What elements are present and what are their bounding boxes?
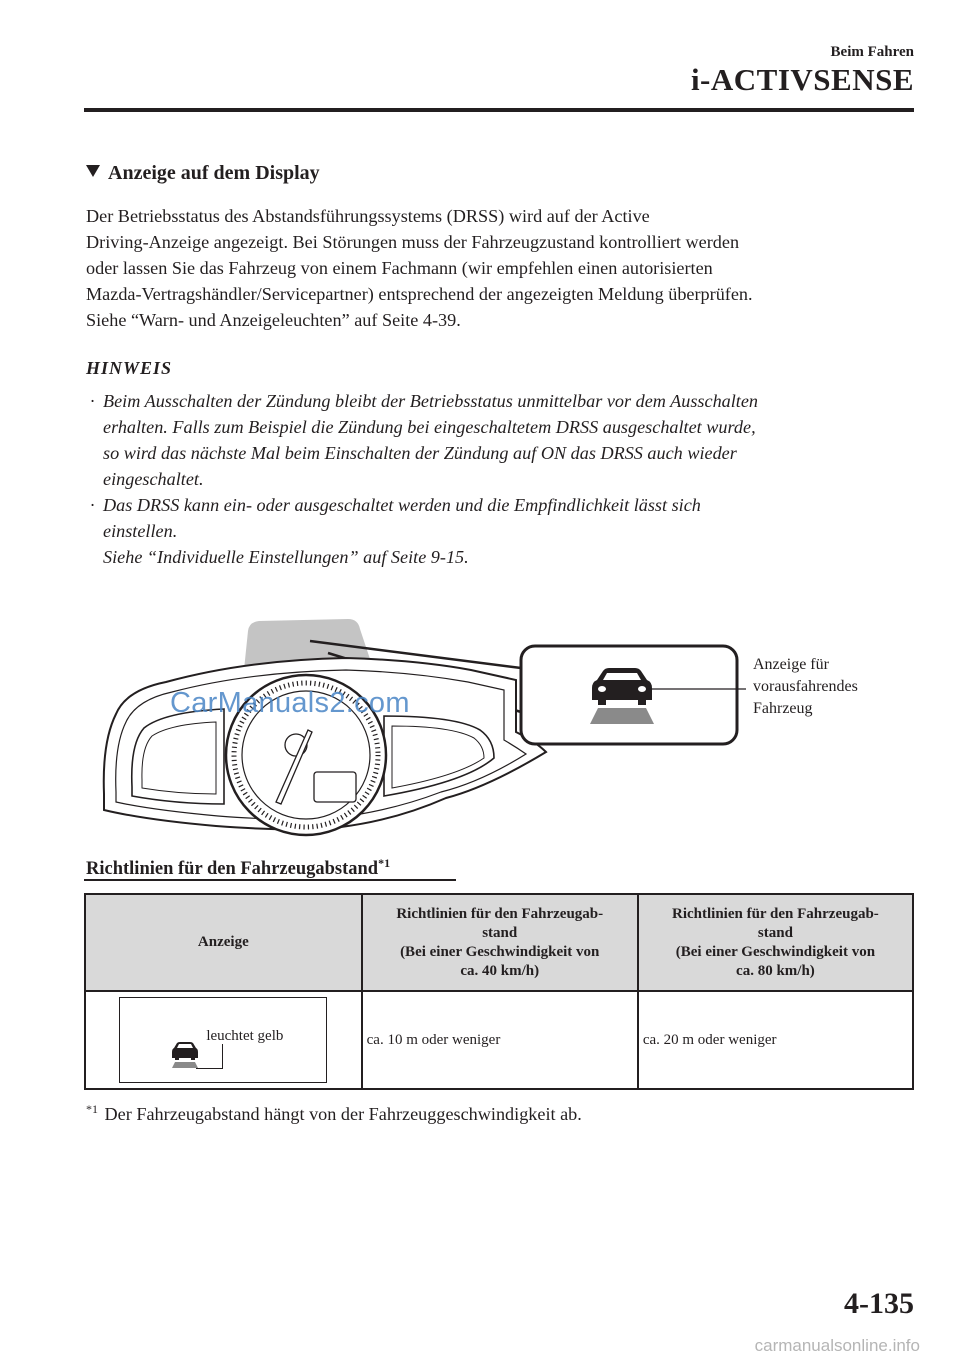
footnote-text: Der Fahrzeugabstand hängt von der Fahrzeuggeschwindigkeit ab. [104,1104,582,1125]
footnote-mark: *1 [86,1102,98,1116]
note-bullet: · [90,495,95,515]
table-cell-distance-80: ca. 20 m oder weniger [638,991,913,1089]
indicator-leader-line [196,1044,223,1069]
footnote [86,1102,582,1125]
indicator-preview [119,997,327,1083]
speedometer-lcd [314,772,356,802]
triangle-down-icon [86,165,100,177]
figure-label-line: Anzeige für [753,656,829,673]
section-heading-text: Anzeige auf dem Display [108,162,320,184]
subheading [86,856,390,880]
vehicle-ahead-icon [590,668,654,724]
body-line: oder lassen Sie das Fahrzeug von einem Fachmann (wir empfehlen einen autorisierten [86,258,713,278]
note-list [86,388,916,570]
note-line: erhalten. Falls zum Beispiel die Zündung bei eingeschaltetem DRSS ausgeschaltet wurde, [103,417,756,437]
instrument-cluster-figure [96,612,896,842]
note-line: einstellen. [103,521,178,541]
note-line: so wird das nächste Mal beim Einschalten der Zündung auf ON das DRSS auch wieder [103,443,737,463]
body-line: Siehe “Warn- und Anzeigeleuchten” auf Seite 4-39. [86,310,461,330]
note-line: Siehe “Individuelle Einstellungen” auf Seite 9-15. [103,547,469,567]
footnote-reference: *1 [378,856,391,870]
note-line: Das DRSS kann ein- oder ausgeschaltet werden und die Empfindlichkeit lässt sich [103,495,701,515]
table-header-40kmh: Richtlinien für den Fahrzeugab- stand (Bei einer Geschwindigkeit von ca. 40 km/h) [362,894,638,991]
body-line: Driving-Anzeige angezeigt. Bei Störungen muss der Fahrzeugzustand kontrolliert werden [86,232,740,252]
table-cell-distance-40: ca. 10 m oder weniger [362,991,638,1089]
note-item [86,492,916,570]
figure-label-line: vorausfahrendes [753,678,858,695]
note-bullet: · [90,391,95,411]
subheading-text: Richtlinien für den Fahrzeugabstand [86,859,379,880]
table-header-indicator: Anzeige [85,894,362,991]
section-heading [86,162,320,185]
table-cell-indicator [85,991,362,1089]
table-row [85,991,913,1089]
header-title: i-ACTIVSENSE [690,62,914,97]
body-line: Der Betriebsstatus des Abstandsführungssystems (DRSS) wird auf der Active [86,206,650,226]
figure-watermark: CarManuals2.com [170,687,410,719]
page-number: 4-135 [844,1287,914,1320]
indicator-lit-label: leuchtet gelb [206,1028,284,1044]
body-paragraph [86,203,916,333]
site-watermark: carmanualsonline.info [754,1336,920,1355]
table-header-row [85,894,913,991]
figure-label-line: Fahrzeug [753,700,813,717]
header-section-label: Beim Fahren [830,44,914,60]
figure-label [753,654,858,720]
table-header-80kmh: Richtlinien für den Fahrzeugab- stand (Bei einer Geschwindigkeit von ca. 80 km/h) [638,894,913,991]
distance-guide-table [84,893,914,1090]
note-heading: HINWEIS [86,358,173,378]
note-line: Beim Ausschalten der Zündung bleibt der Betriebsstatus unmittelbar vor dem Ausschalten [103,391,759,411]
subheading-rule [84,879,456,881]
note-line: eingeschaltet. [103,469,204,489]
note-item [86,388,916,492]
header-rule [84,108,914,112]
body-line: Mazda-Vertragshändler/Servicepartner) entsprechend der angezeigten Meldung überprüfen. [86,284,753,304]
